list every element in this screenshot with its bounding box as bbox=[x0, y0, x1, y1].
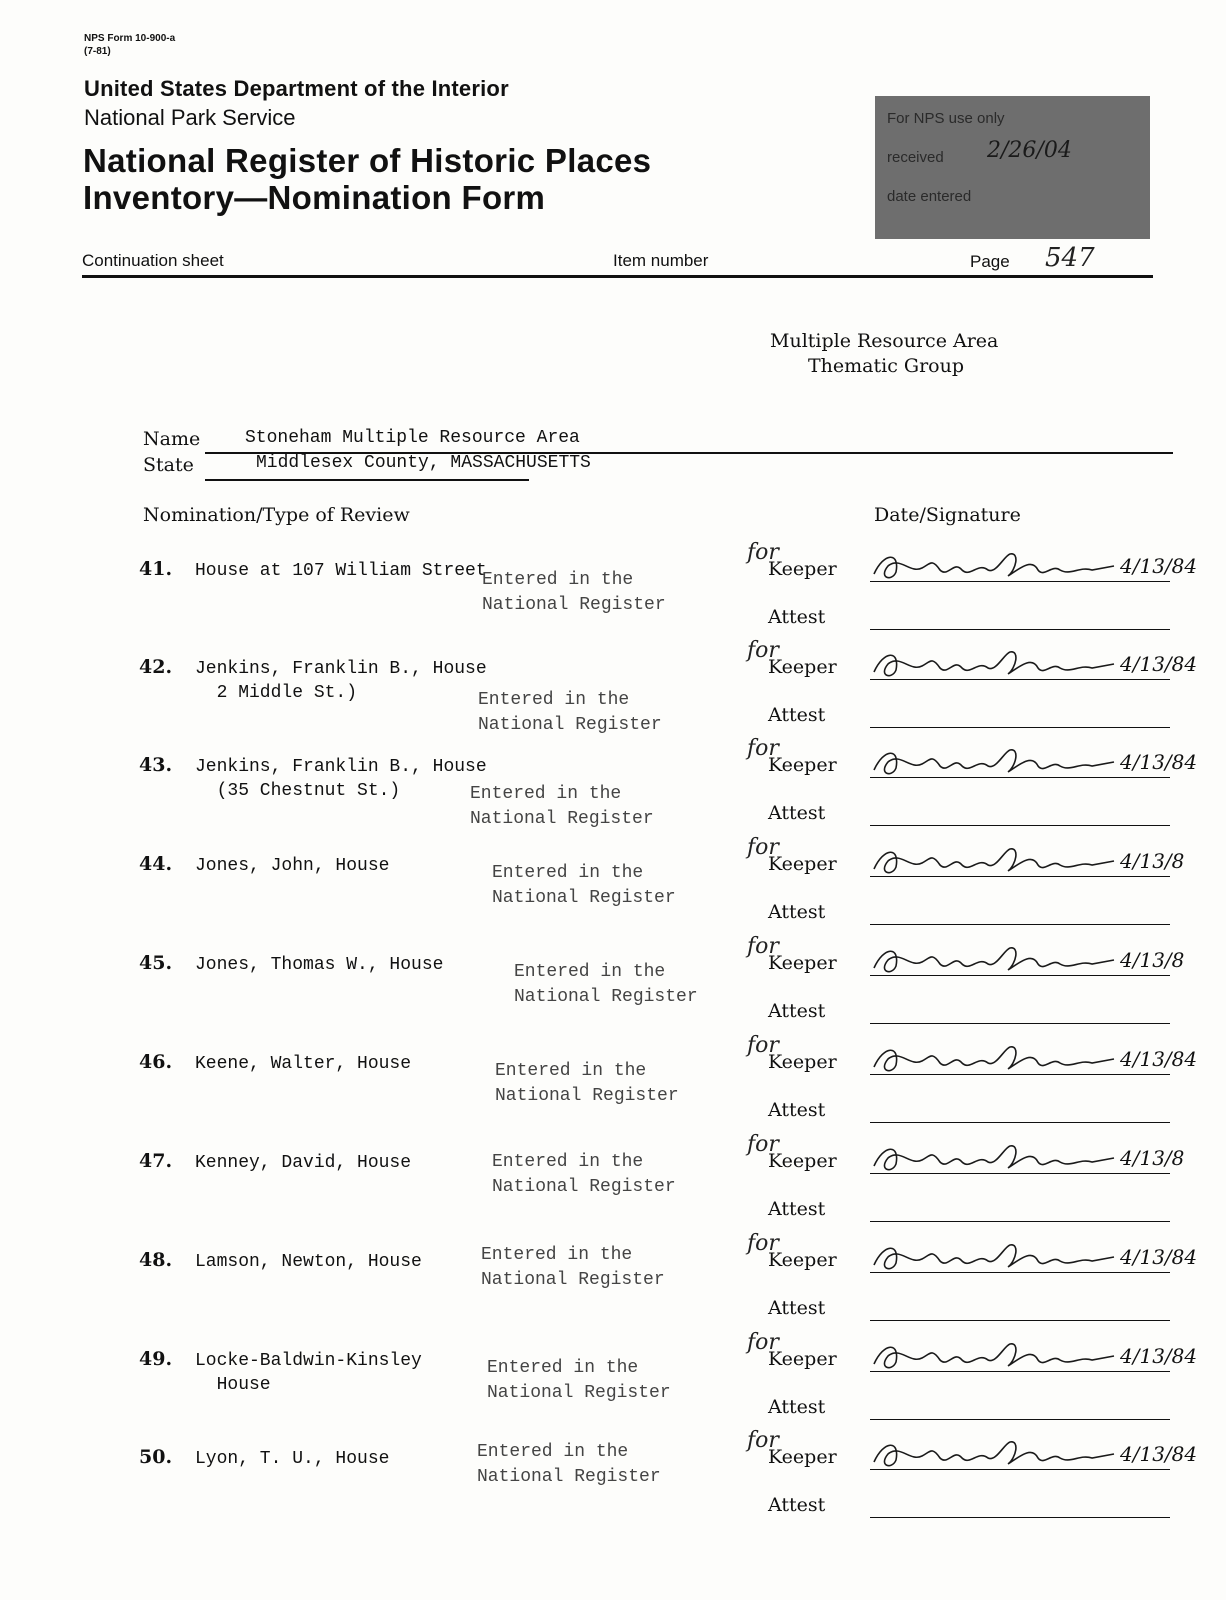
stamp-line1: Entered in the bbox=[481, 1245, 633, 1265]
entry-number: 42. bbox=[139, 656, 173, 678]
keeper-signature-line bbox=[870, 581, 1170, 582]
keeper-label: Keeper bbox=[768, 558, 837, 580]
keeper-signature bbox=[870, 843, 1118, 879]
stamp-line1: Entered in the bbox=[482, 570, 634, 590]
received-label: received bbox=[887, 149, 944, 166]
stamp-line2: National Register bbox=[487, 1383, 671, 1403]
keeper-signature bbox=[870, 744, 1118, 780]
entered-register-stamp bbox=[470, 782, 654, 832]
attest-label: Attest bbox=[768, 1099, 826, 1121]
state-value: Middlesex County, MASSACHUSETTS bbox=[256, 453, 591, 473]
form-number: NPS Form 10-900-a bbox=[84, 33, 176, 44]
signature-date: 4/13/8 bbox=[1120, 849, 1185, 873]
entry-number: 48. bbox=[139, 1249, 173, 1271]
name-value: Stoneham Multiple Resource Area bbox=[245, 428, 580, 448]
stamp-line2: National Register bbox=[481, 1270, 665, 1290]
keeper-signature-line bbox=[870, 1074, 1170, 1075]
attest-label: Attest bbox=[768, 1494, 826, 1516]
form-title-line2: Inventory—Nomination Form bbox=[83, 179, 546, 216]
for-mark: for bbox=[747, 540, 779, 565]
header-rule bbox=[82, 275, 1153, 278]
property-name: Locke-Baldwin-Kinsley House bbox=[195, 1351, 422, 1395]
stamp-line1: Entered in the bbox=[478, 690, 630, 710]
continuation-sheet-label: Continuation sheet bbox=[82, 251, 224, 270]
keeper-signature-line bbox=[870, 975, 1170, 976]
entered-register-stamp bbox=[482, 568, 666, 618]
stamp-line2: National Register bbox=[470, 809, 654, 829]
entered-register-stamp bbox=[492, 861, 676, 911]
for-mark: for bbox=[747, 638, 779, 663]
stamp-line1: Entered in the bbox=[495, 1061, 647, 1081]
signature-date: 4/13/84 bbox=[1120, 1047, 1198, 1071]
entered-register-stamp bbox=[481, 1243, 665, 1293]
attest-signature-line bbox=[870, 1320, 1170, 1321]
state-underline bbox=[205, 479, 529, 481]
stamp-line2: National Register bbox=[492, 888, 676, 908]
service-heading: National Park Service bbox=[84, 105, 296, 130]
group-label-line2: Thematic Group bbox=[808, 355, 964, 377]
attest-label: Attest bbox=[768, 901, 826, 923]
attest-label: Attest bbox=[768, 1000, 826, 1022]
entry-number: 44. bbox=[139, 853, 173, 875]
for-mark: for bbox=[747, 1330, 779, 1355]
signature-date: 4/13/84 bbox=[1120, 554, 1198, 578]
entry-number: 46. bbox=[139, 1051, 173, 1073]
stamp-line1: Entered in the bbox=[487, 1358, 639, 1378]
keeper-signature bbox=[870, 548, 1118, 584]
attest-label: Attest bbox=[768, 1396, 826, 1418]
form-identifier bbox=[84, 32, 175, 58]
keeper-signature bbox=[870, 1041, 1118, 1077]
entry-row bbox=[0, 835, 1226, 951]
keeper-label: Keeper bbox=[768, 952, 837, 974]
for-mark: for bbox=[747, 835, 779, 860]
received-date-handwritten: 2/26/04 bbox=[987, 138, 1072, 163]
keeper-signature-line bbox=[870, 679, 1170, 680]
item-number-label: Item number bbox=[613, 251, 709, 270]
entry-number: 43. bbox=[139, 754, 173, 776]
property-name: Jenkins, Franklin B., House 2 Middle St.) bbox=[195, 659, 487, 703]
entered-register-stamp bbox=[478, 688, 662, 738]
nps-use-box bbox=[875, 96, 1150, 239]
entry-row bbox=[0, 1231, 1226, 1347]
stamp-line2: National Register bbox=[495, 1086, 679, 1106]
keeper-signature bbox=[870, 942, 1118, 978]
entry-row bbox=[0, 1428, 1226, 1544]
keeper-label: Keeper bbox=[768, 1249, 837, 1271]
attest-signature-line bbox=[870, 924, 1170, 925]
property-name: Keene, Walter, House bbox=[195, 1054, 412, 1074]
entry-number: 47. bbox=[139, 1150, 173, 1172]
nps-use-label: For NPS use only bbox=[887, 110, 1005, 127]
for-mark: for bbox=[747, 1132, 779, 1157]
for-mark: for bbox=[747, 736, 779, 761]
attest-label: Attest bbox=[768, 802, 826, 824]
page-number-handwritten: 547 bbox=[1045, 243, 1095, 273]
entry-number: 41. bbox=[139, 558, 173, 580]
keeper-signature-line bbox=[870, 1173, 1170, 1174]
entry-row bbox=[0, 1330, 1226, 1446]
stamp-line2: National Register bbox=[477, 1467, 661, 1487]
attest-signature-line bbox=[870, 1419, 1170, 1420]
keeper-label: Keeper bbox=[768, 1348, 837, 1370]
for-mark: for bbox=[747, 1428, 779, 1453]
form-date: (7-81) bbox=[84, 46, 111, 57]
signature-date: 4/13/84 bbox=[1120, 1245, 1198, 1269]
form-title-line1: National Register of Historic Places bbox=[83, 142, 652, 179]
keeper-label: Keeper bbox=[768, 656, 837, 678]
stamp-line2: National Register bbox=[492, 1177, 676, 1197]
for-mark: for bbox=[747, 1231, 779, 1256]
stamp-line1: Entered in the bbox=[470, 784, 622, 804]
keeper-label: Keeper bbox=[768, 853, 837, 875]
date-entered-label: date entered bbox=[887, 188, 972, 205]
keeper-signature-line bbox=[870, 1272, 1170, 1273]
keeper-signature bbox=[870, 1140, 1118, 1176]
keeper-label: Keeper bbox=[768, 754, 837, 776]
attest-signature-line bbox=[870, 1023, 1170, 1024]
property-name: Jones, John, House bbox=[195, 856, 390, 876]
keeper-signature bbox=[870, 646, 1118, 682]
attest-label: Attest bbox=[768, 704, 826, 726]
keeper-label: Keeper bbox=[768, 1446, 837, 1468]
entry-row bbox=[0, 540, 1226, 656]
entry-row bbox=[0, 934, 1226, 1050]
for-mark: for bbox=[747, 934, 779, 959]
attest-label: Attest bbox=[768, 1297, 826, 1319]
stamp-line1: Entered in the bbox=[492, 863, 644, 883]
entry-row bbox=[0, 638, 1226, 754]
date-signature-heading: Date/Signature bbox=[874, 504, 1021, 526]
attest-signature-line bbox=[870, 1122, 1170, 1123]
keeper-signature bbox=[870, 1338, 1118, 1374]
entry-row bbox=[0, 1033, 1226, 1149]
attest-signature-line bbox=[870, 629, 1170, 630]
property-name: Lamson, Newton, House bbox=[195, 1252, 422, 1272]
entry-number: 50. bbox=[139, 1446, 173, 1468]
attest-signature-line bbox=[870, 727, 1170, 728]
entered-register-stamp bbox=[487, 1356, 671, 1406]
entry-row bbox=[0, 736, 1226, 852]
signature-date: 4/13/84 bbox=[1120, 1442, 1198, 1466]
group-label-line1: Multiple Resource Area bbox=[770, 330, 999, 352]
page-label: Page bbox=[970, 252, 1010, 271]
property-name: Lyon, T. U., House bbox=[195, 1449, 390, 1469]
keeper-signature bbox=[870, 1239, 1118, 1275]
keeper-signature bbox=[870, 1436, 1118, 1472]
name-label: Name bbox=[143, 428, 201, 450]
attest-signature-line bbox=[870, 825, 1170, 826]
state-label: State bbox=[143, 454, 194, 476]
nomination-type-heading: Nomination/Type of Review bbox=[143, 504, 410, 526]
entry-number: 49. bbox=[139, 1348, 173, 1370]
entered-register-stamp bbox=[495, 1059, 679, 1109]
stamp-line1: Entered in the bbox=[514, 962, 666, 982]
property-name: Jones, Thomas W., House bbox=[195, 955, 444, 975]
property-name: House at 107 William Street bbox=[195, 561, 487, 581]
keeper-signature-line bbox=[870, 1371, 1170, 1372]
signature-date: 4/13/84 bbox=[1120, 1344, 1198, 1368]
stamp-line1: Entered in the bbox=[477, 1442, 629, 1462]
stamp-line2: National Register bbox=[482, 595, 666, 615]
signature-date: 4/13/84 bbox=[1120, 652, 1198, 676]
stamp-line2: National Register bbox=[514, 987, 698, 1007]
signature-date: 4/13/8 bbox=[1120, 1146, 1185, 1170]
attest-label: Attest bbox=[768, 1198, 826, 1220]
property-name: Jenkins, Franklin B., House (35 Chestnut St.) bbox=[195, 757, 487, 801]
stamp-line2: National Register bbox=[478, 715, 662, 735]
keeper-signature-line bbox=[870, 1469, 1170, 1470]
signature-date: 4/13/84 bbox=[1120, 750, 1198, 774]
signature-date: 4/13/8 bbox=[1120, 948, 1185, 972]
keeper-signature-line bbox=[870, 777, 1170, 778]
for-mark: for bbox=[747, 1033, 779, 1058]
keeper-label: Keeper bbox=[768, 1051, 837, 1073]
entered-register-stamp bbox=[477, 1440, 661, 1490]
property-name: Kenney, David, House bbox=[195, 1153, 412, 1173]
entered-register-stamp bbox=[492, 1150, 676, 1200]
keeper-signature-line bbox=[870, 876, 1170, 877]
stamp-line1: Entered in the bbox=[492, 1152, 644, 1172]
attest-signature-line bbox=[870, 1221, 1170, 1222]
attest-signature-line bbox=[870, 1517, 1170, 1518]
entry-row bbox=[0, 1132, 1226, 1248]
keeper-label: Keeper bbox=[768, 1150, 837, 1172]
entry-number: 45. bbox=[139, 952, 173, 974]
attest-label: Attest bbox=[768, 606, 826, 628]
department-heading: United States Department of the Interior bbox=[84, 76, 509, 101]
entered-register-stamp bbox=[514, 960, 698, 1010]
